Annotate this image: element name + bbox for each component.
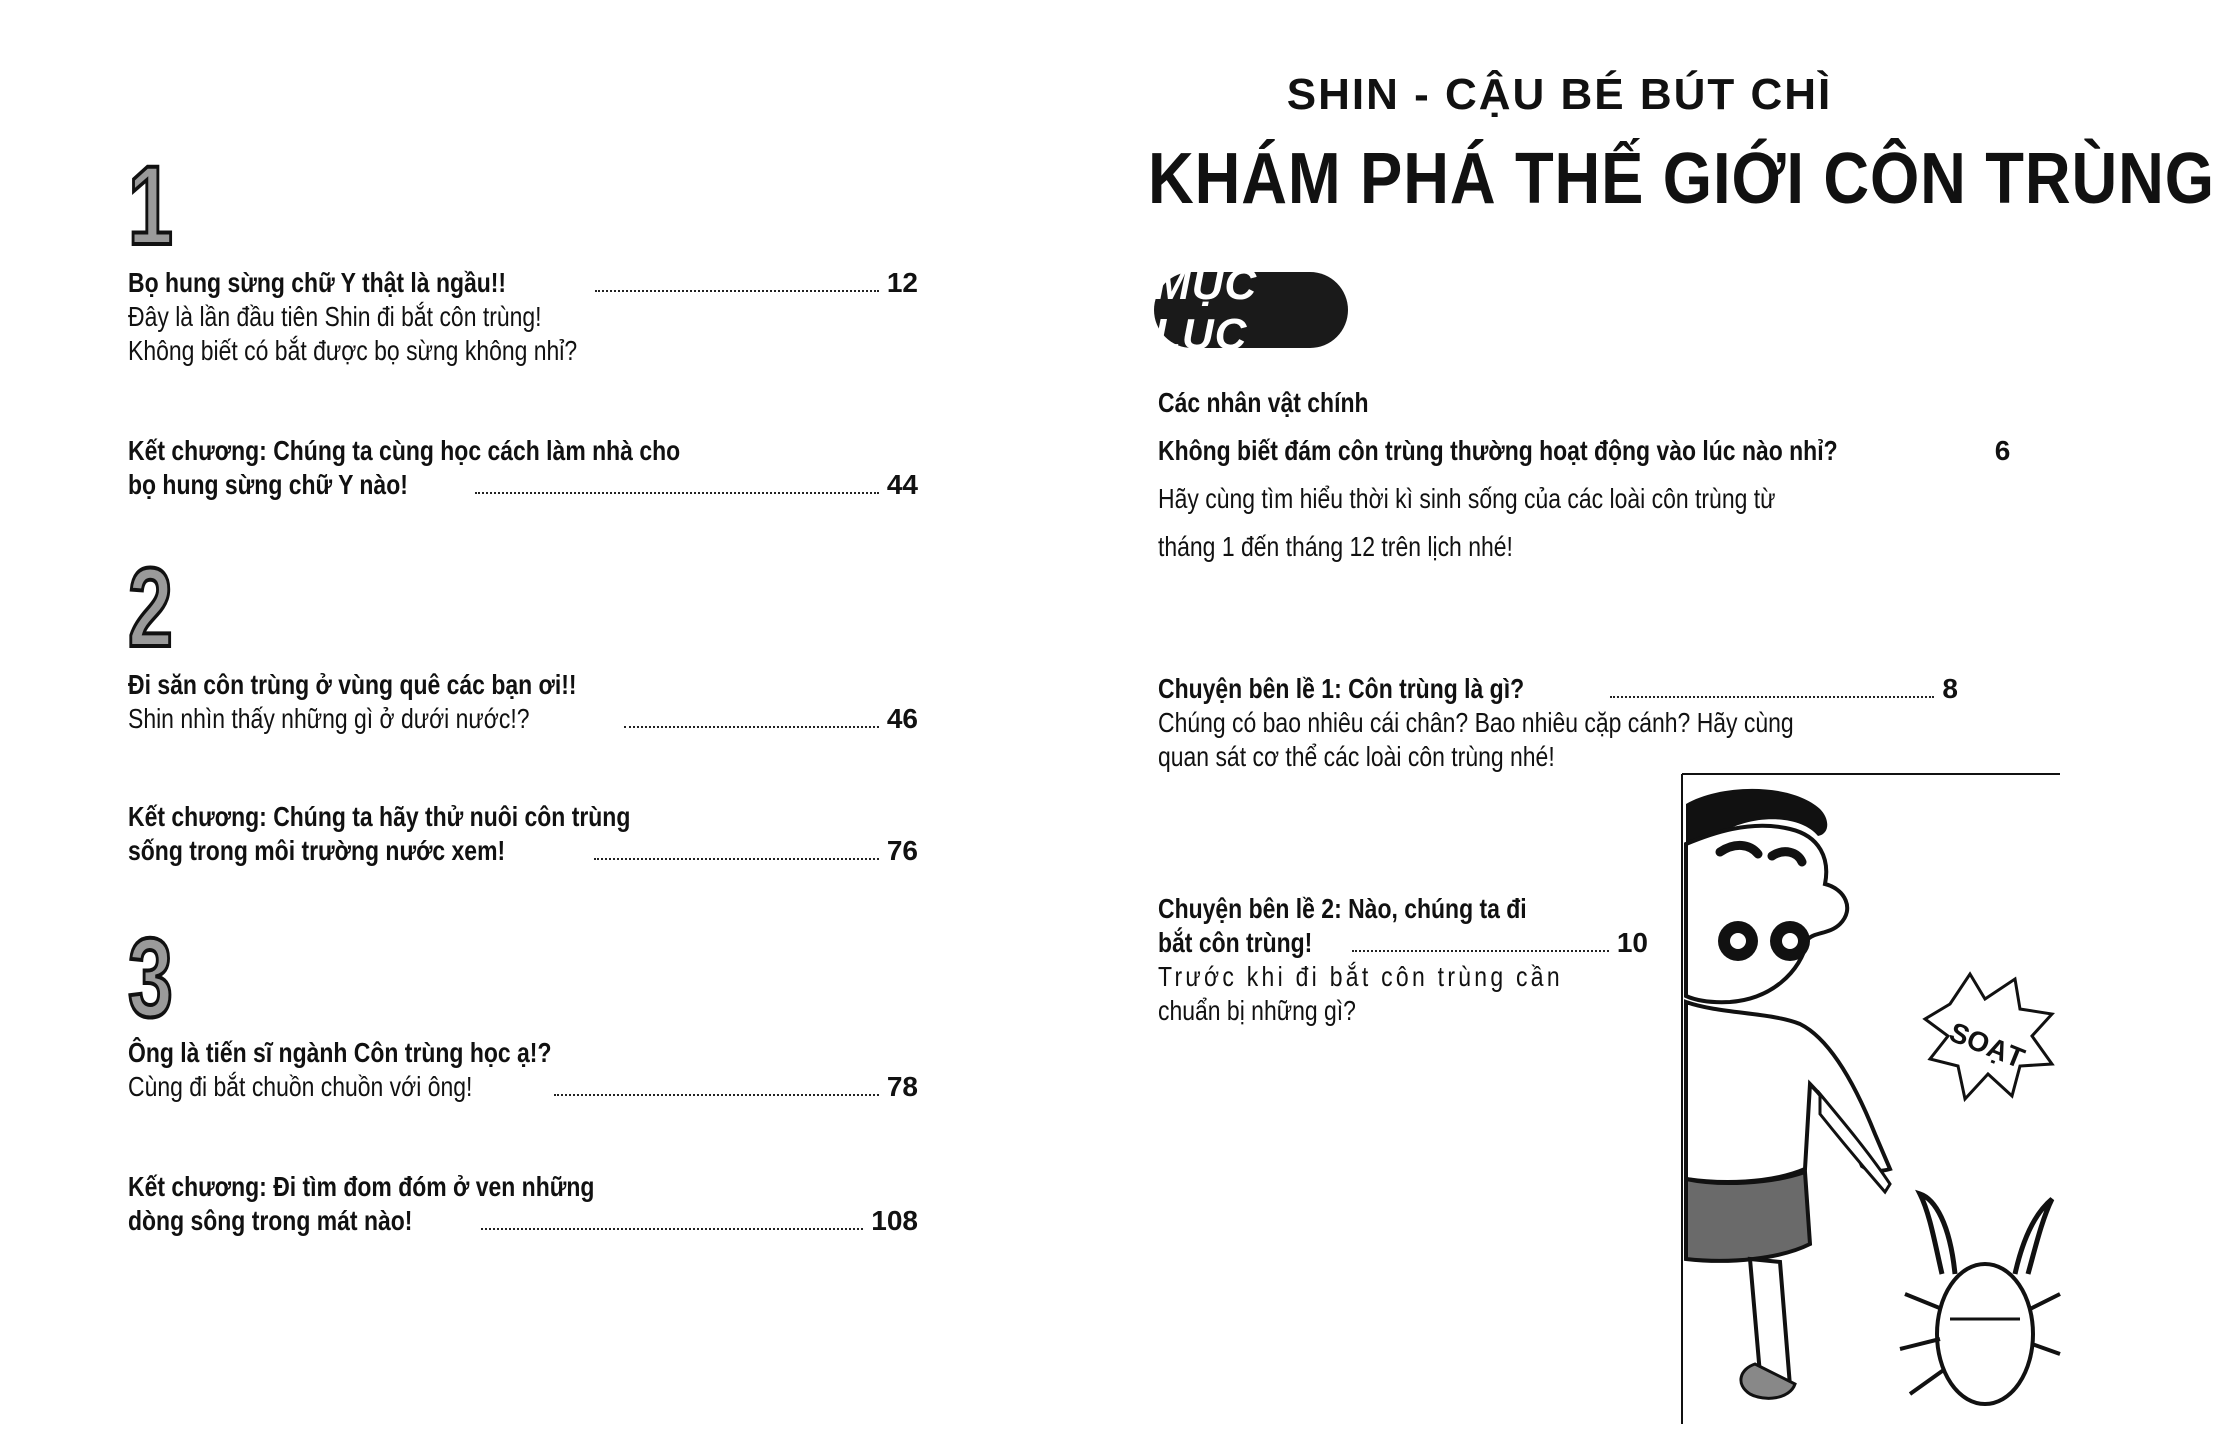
entry-title: Kết chương: Đi tìm đom đóm ở ven những bbox=[128, 1171, 595, 1202]
entry-title: Ông là tiến sĩ ngành Côn trùng học ạ!? bbox=[128, 1037, 552, 1068]
toc-entry[interactable] bbox=[128, 668, 918, 736]
toc-entry[interactable] bbox=[128, 800, 918, 868]
entry-title: dòng sông trong mát nào! bbox=[128, 1205, 413, 1236]
left-page bbox=[0, 0, 1040, 1450]
entry-title: Kết chương: Chúng ta cùng học cách làm nhà cho bbox=[128, 435, 681, 466]
leader-dots bbox=[481, 1227, 863, 1230]
entry-description: Không biết có bắt được bọ sừng không nhỉ? bbox=[128, 335, 578, 366]
leader-dots bbox=[595, 289, 879, 292]
entry-description: Cùng đi bắt chuồn chuồn với ông! bbox=[128, 1071, 473, 1102]
leader-dots bbox=[1352, 949, 1609, 952]
page-number: 76 bbox=[886, 835, 918, 866]
toc-entry[interactable] bbox=[128, 434, 918, 502]
series-title: SHIN - CẬU BÉ BÚT CHÌ bbox=[1286, 70, 1833, 119]
toc-entry-main-characters[interactable] bbox=[1158, 386, 1918, 420]
page-number: 6 bbox=[1994, 435, 2011, 466]
shin-illustration bbox=[1680, 774, 2060, 1424]
entry-title: Kết chương: Chúng ta hãy thử nuôi côn trùng bbox=[128, 801, 631, 832]
right-page bbox=[1040, 0, 2215, 1450]
page-number: 78 bbox=[886, 1071, 918, 1102]
book-title: KHÁM PHÁ THẾ GIỚI CÔN TRÙNG bbox=[1148, 139, 2215, 219]
page-number: 108 bbox=[871, 1205, 918, 1236]
page-number: 12 bbox=[886, 267, 918, 298]
toc-entry[interactable] bbox=[128, 266, 918, 368]
entry-description: chuẩn bị những gì? bbox=[1158, 995, 1356, 1026]
leader-dots bbox=[554, 1093, 879, 1096]
toc-entry[interactable] bbox=[128, 1036, 918, 1104]
toc-heading-badge: MỤC LỤC bbox=[1154, 272, 1348, 348]
entry-title: Đi săn côn trùng ở vùng quê các bạn ơi!! bbox=[128, 669, 577, 700]
entry-title: Bọ hung sừng chữ Y thật là ngầu!! bbox=[128, 267, 507, 298]
entry-title: bọ hung sừng chữ Y nào! bbox=[128, 469, 408, 500]
page-number: 8 bbox=[1942, 673, 1958, 704]
chapter-number-1: 1 bbox=[128, 143, 173, 268]
leader-dots bbox=[624, 725, 879, 728]
entry-title: bắt côn trùng! bbox=[1158, 927, 1313, 958]
shin-drawing bbox=[1680, 774, 2060, 1424]
page-number: 44 bbox=[886, 469, 918, 500]
toc-entry[interactable] bbox=[128, 1170, 918, 1238]
chapter-number-2: 2 bbox=[128, 545, 173, 670]
chapter-number-3: 3 bbox=[128, 915, 173, 1040]
entry-description: Trước khi đi bắt côn trùng cần bbox=[1158, 961, 1563, 992]
entry-title: Không biết đám côn trùng thường hoạt động vào lúc nào nhỉ? bbox=[1158, 435, 1838, 466]
leader-dots bbox=[475, 491, 879, 494]
page-number: 46 bbox=[886, 703, 918, 734]
stag-beetle-icon bbox=[1900, 1194, 2060, 1404]
page-number: 10 bbox=[1616, 927, 1648, 958]
entry-title: sống trong môi trường nước xem! bbox=[128, 835, 506, 866]
entry-description: Hãy cùng tìm hiểu thời kì sinh sống của các loài côn trùng từ bbox=[1158, 483, 1776, 514]
entry-title: Chuyện bên lề 1: Côn trùng là gì? bbox=[1158, 673, 1525, 704]
entry-description: tháng 1 đến tháng 12 trên lịch nhé! bbox=[1158, 531, 1513, 562]
entry-title: Chuyện bên lề 2: Nào, chúng ta đi bbox=[1158, 893, 1527, 924]
entry-description: Chúng có bao nhiêu cái chân? Bao nhiêu cặp cánh? Hãy cùng bbox=[1158, 707, 1794, 738]
entry-description: Shin nhìn thấy những gì ở dưới nước!? bbox=[128, 703, 530, 734]
entry-title: Các nhân vật chính bbox=[1158, 387, 1369, 418]
entry-description: Đây là lần đầu tiên Shin đi bắt côn trùng! bbox=[128, 301, 542, 332]
sfx-text: SOẠT bbox=[1945, 1016, 2029, 1075]
toc-entry[interactable] bbox=[1158, 434, 2011, 564]
toc-entry[interactable] bbox=[1158, 892, 1648, 1028]
entry-description: quan sát cơ thể các loài côn trùng nhé! bbox=[1158, 741, 1555, 772]
leader-dots bbox=[594, 857, 879, 860]
leader-dots bbox=[1610, 695, 1934, 698]
toc-entry[interactable] bbox=[1158, 672, 1958, 774]
